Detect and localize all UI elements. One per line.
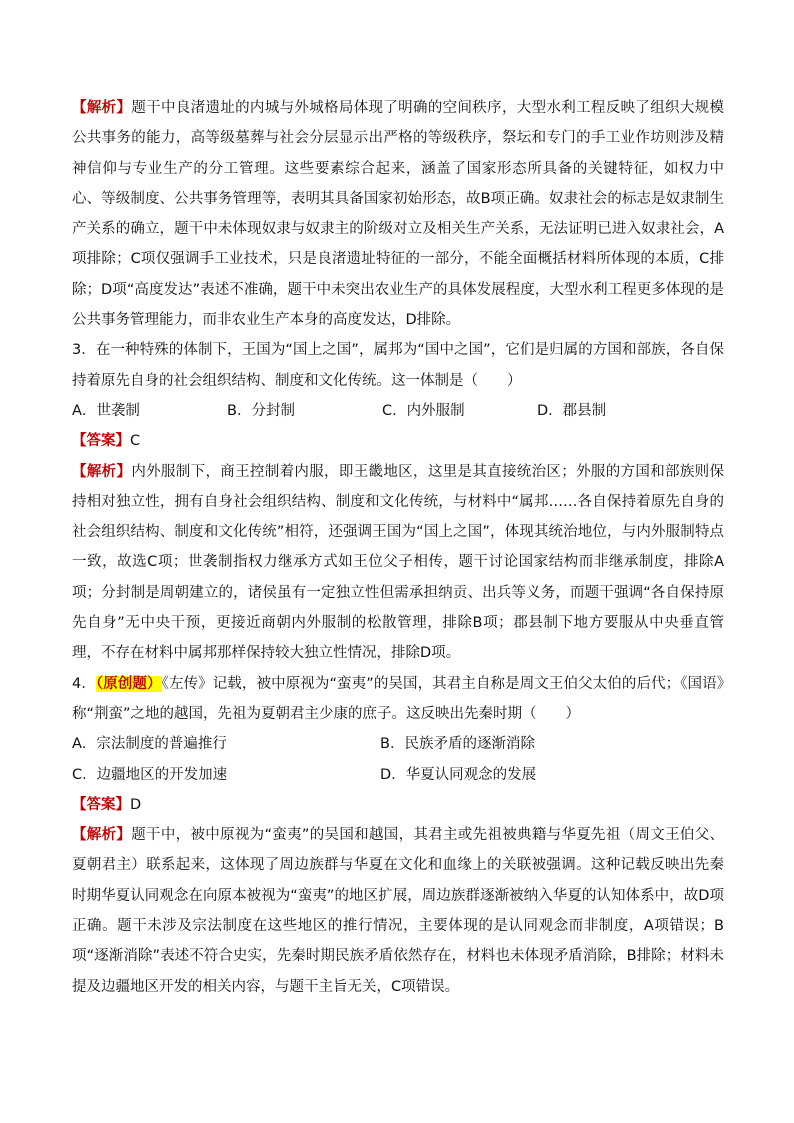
question-stem: 《左传》记载，被中原视为“蛮夷”的吴国，其君主自称是周文王伯父太伯的后代；《国语》称“荆蛮”之地的越国，先祖为夏朝君主少康的庶子。这反映出先秦时期（ ） [72, 675, 724, 722]
option-a: A．宗法制度的普遍推行 [72, 736, 227, 753]
analysis-tag: 【解析】 [72, 827, 132, 844]
q2-analysis [72, 93, 724, 335]
document-page [72, 93, 724, 1002]
analysis-tag: 【解析】 [72, 100, 132, 116]
q3-analysis [72, 457, 724, 669]
answer-value: D [130, 796, 142, 813]
analysis-tag: 【解析】 [72, 463, 132, 480]
option-c: C．内外服制 [382, 402, 465, 419]
option-a: A．世袭制 [72, 402, 140, 419]
q4-options-row-1 [72, 729, 724, 759]
answer-value: C [130, 433, 141, 450]
q4-options-row-2 [72, 760, 724, 790]
q3-answer [72, 426, 724, 456]
option-b: B．分封制 [227, 402, 295, 419]
question-number: 4． [72, 675, 96, 692]
analysis-text: 内外服制下，商王控制着内服，即王畿地区，这里是其直接统治区；外服的方国和部族则保持相对独立性，拥有自身社会组织结构、制度和文化传统，与材料中“属邦……各自保持着原先自身的社会组织结构、制度和文化传统”相符，还强调王国为“国上之国”，体现其统治地位，与内外服制特点一致，故选C项；世袭制指权力继承方式如王位父子相传，题干讨论国家结构而非继承制度，排除A项；分封制是周朝建立的，诸侯虽有一定独立性但需承担纳贡、出兵等义务，而题干强调“各自保持原先自身”无中央干预，更接近商朝内外服制的松散管理，排除B项；郡县制下地方要服从中央垂直管理，不存在材料中属邦那样保持较大独立性情况，排除D项。 [72, 463, 725, 662]
answer-tag: 【答案】 [72, 433, 130, 450]
option-d: D．华夏认同观念的发展 [380, 766, 537, 783]
answer-tag: 【答案】 [72, 796, 130, 813]
q3-options [72, 396, 724, 426]
option-d: D．郡县制 [537, 402, 607, 419]
q4-answer [72, 790, 724, 820]
analysis-text: 题干中良渚遗址的内城与外城格局体现了明确的空间秩序，大型水利工程反映了组织大规模公共事务的能力，高等级墓葬与社会分层显示出严格的等级秩序，祭坛和专门的手工业作坊则涉及精神信仰与专业生产的分工管理。这些要素综合起来，涵盖了国家形态所具备的关键特征，如权力中心、等级制度、公共事务管理等，表明其具备国家初始形态，故B项正确。奴隶社会的标志是奴隶制生产关系的确立，题干中未体现奴隶与奴隶主的阶级对立及相关生产关系，无法证明已进入奴隶社会，A项排除；C项仅强调手工业技术，只是良渚遗址特征的一部分，不能全面概括材料所体现的本质，C排除；D项“高度发达”表述不准确，题干中未突出农业生产的具体发展程度，大型水利工程更多体现的是公共事务管理能力，而非农业生产本身的高度发达，D排除。 [72, 100, 725, 329]
analysis-text: 题干中，被中原视为“蛮夷”的吴国和越国，其君主或先祖被典籍与华夏先祖（周文王伯父、夏朝君主）联系起来，这体现了周边族群与华夏在文化和血缘上的关联被强调。这种记载反映出先秦时期华夏认同观念在向原本被视为“蛮夷”的地区扩展，周边族群逐渐被纳入华夏的认知体系中，故D项正确。题干未涉及宗法制度在这些地区的推行情况，主要体现的是认同观念而非制度，A项错误；B项“逐渐消除”表述不符合史实，先秦时期民族矛盾依然存在，材料也未体现矛盾消除，B排除；材料未提及边疆地区开发的相关内容，与题干主旨无关，C项错误。 [72, 827, 724, 995]
original-question-badge: （原创题） [95, 675, 162, 692]
q4-analysis [72, 820, 724, 1002]
option-c: C．边疆地区的开发加速 [72, 766, 228, 783]
q4-stem [72, 669, 724, 730]
q3-stem: 3．在一种特殊的体制下，王国为“国上之国”，属邦为“国中之国”，它们是归属的方国和部族，各自保持着原先自身的社会组织结构、制度和文化传统。这一体制是（ ） [72, 342, 724, 389]
option-b: B．民族矛盾的逐渐消除 [380, 736, 535, 753]
